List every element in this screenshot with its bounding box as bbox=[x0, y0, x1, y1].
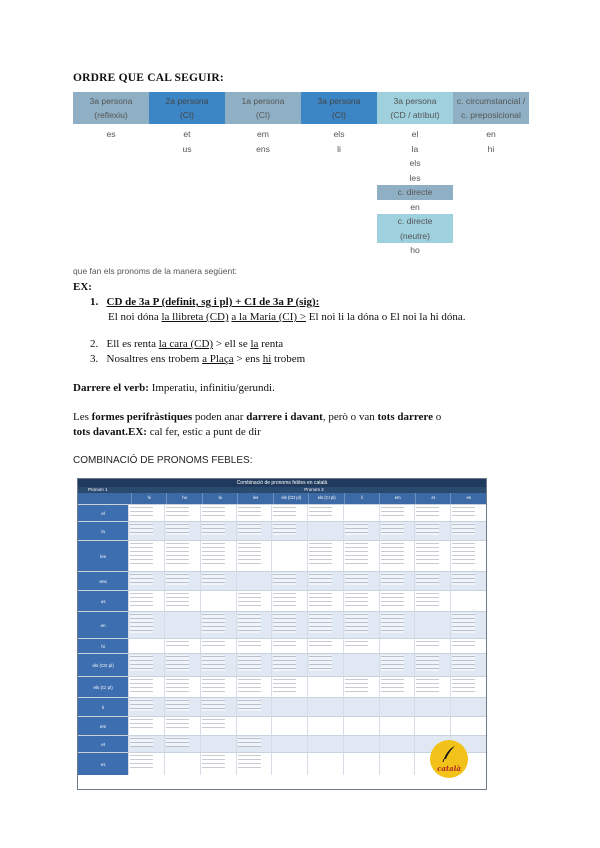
combo-table bbox=[77, 478, 487, 790]
combo-cell bbox=[271, 522, 307, 540]
combo-caption: Combinació de pronoms febles en català bbox=[78, 479, 486, 487]
combo-cell bbox=[343, 505, 379, 521]
combo-col-head: ho bbox=[166, 493, 202, 504]
combo-pronom2-label: Pronom 2 bbox=[304, 487, 324, 492]
combo-cell bbox=[450, 591, 486, 611]
order-head-2: 2a persona (CI) bbox=[149, 92, 225, 124]
example-1-heading: CD de 3a P (definit, sg i pl) + CI de 3a P (sig): bbox=[106, 296, 320, 308]
combo-cell bbox=[414, 698, 450, 716]
combo-cell bbox=[128, 736, 164, 752]
combo-cell bbox=[271, 717, 307, 735]
combo-row bbox=[78, 521, 486, 540]
order-cd-label: c. directe bbox=[377, 185, 453, 200]
combo-cell bbox=[200, 654, 236, 676]
combo-row-head: em bbox=[78, 717, 128, 735]
darrere-line: Darrere el verb: Imperatiu, infinitiu/gerundi. bbox=[73, 382, 275, 394]
combo-cell bbox=[200, 591, 236, 611]
combo-pronom1-label: Pronom 1 bbox=[88, 487, 108, 492]
combo-cell bbox=[379, 654, 415, 676]
combo-cell bbox=[343, 654, 379, 676]
combo-cell bbox=[164, 677, 200, 697]
combo-row-head: els (CI pl) bbox=[78, 677, 128, 697]
combo-cell bbox=[307, 677, 343, 697]
combo-cell bbox=[414, 612, 450, 638]
combo-row bbox=[78, 540, 486, 571]
order-title: ORDRE QUE CAL SEGUIR: bbox=[73, 72, 224, 84]
combo-row bbox=[78, 571, 486, 590]
combo-cell bbox=[236, 541, 272, 571]
combo-cell bbox=[236, 736, 272, 752]
combo-cell bbox=[450, 717, 486, 735]
combo-cell bbox=[164, 654, 200, 676]
example-3: 3. Nosaltres ens trobem a Plaça > ens hi trobem bbox=[90, 353, 306, 365]
combo-cell bbox=[164, 753, 200, 775]
combo-cell bbox=[200, 717, 236, 735]
combo-cell bbox=[271, 698, 307, 716]
combo-cell bbox=[379, 677, 415, 697]
combo-cell bbox=[379, 717, 415, 735]
combo-cell bbox=[271, 612, 307, 638]
combo-cell bbox=[307, 572, 343, 590]
combo-cell bbox=[164, 717, 200, 735]
combo-row-head: li bbox=[78, 698, 128, 716]
combo-cell bbox=[164, 698, 200, 716]
combo-cell bbox=[128, 591, 164, 611]
combo-col-head: et bbox=[415, 493, 451, 504]
combo-cell bbox=[379, 505, 415, 521]
combo-cell bbox=[236, 717, 272, 735]
combo-cell bbox=[128, 698, 164, 716]
combo-cell bbox=[450, 572, 486, 590]
combo-cell bbox=[379, 591, 415, 611]
combo-cell bbox=[343, 639, 379, 653]
combo-col-head: li bbox=[344, 493, 380, 504]
combo-row bbox=[78, 638, 486, 653]
combo-cell bbox=[379, 541, 415, 571]
combo-cell bbox=[414, 717, 450, 735]
order-col-2: et us bbox=[182, 129, 192, 154]
combo-cell bbox=[450, 541, 486, 571]
combo-cell bbox=[414, 591, 450, 611]
combo-cell bbox=[200, 677, 236, 697]
quill-icon bbox=[439, 744, 459, 764]
combo-cell bbox=[200, 541, 236, 571]
order-head-6: c. circumstancial / c. preposicional bbox=[453, 92, 529, 124]
combo-cell bbox=[200, 698, 236, 716]
combo-row bbox=[78, 611, 486, 638]
combo-cell bbox=[450, 677, 486, 697]
combo-row-head: et bbox=[78, 736, 128, 752]
combo-cell bbox=[307, 591, 343, 611]
order-col-4: els li bbox=[333, 129, 345, 154]
combo-cell bbox=[128, 505, 164, 521]
order-col-3: em ens bbox=[256, 129, 270, 154]
combo-cell bbox=[307, 541, 343, 571]
combo-row bbox=[78, 716, 486, 735]
combo-col-head: la bbox=[202, 493, 238, 504]
combo-body bbox=[78, 504, 486, 775]
combo-cell bbox=[164, 522, 200, 540]
combo-cell bbox=[236, 505, 272, 521]
combo-cell bbox=[343, 612, 379, 638]
combo-cell bbox=[271, 736, 307, 752]
combo-row-head: hi bbox=[78, 639, 128, 653]
combo-cell bbox=[271, 639, 307, 653]
combo-cell bbox=[307, 522, 343, 540]
combo-cell bbox=[271, 677, 307, 697]
combo-cell bbox=[450, 654, 486, 676]
combo-cell bbox=[164, 591, 200, 611]
combo-cell bbox=[271, 572, 307, 590]
combo-cell bbox=[307, 654, 343, 676]
combo-cell bbox=[307, 639, 343, 653]
combo-cell bbox=[450, 639, 486, 653]
combo-cell bbox=[236, 639, 272, 653]
combo-cell bbox=[307, 698, 343, 716]
combo-row-head: el bbox=[78, 505, 128, 521]
combo-col-head: em bbox=[379, 493, 415, 504]
combo-row-head: en bbox=[78, 612, 128, 638]
combo-cell bbox=[450, 505, 486, 521]
combo-cell bbox=[379, 753, 415, 775]
combo-cell bbox=[271, 505, 307, 521]
combo-cell bbox=[307, 505, 343, 521]
example-2: 2. Ell es renta la cara (CD) > ell se la renta bbox=[90, 338, 284, 350]
combo-cell bbox=[450, 522, 486, 540]
combo-cell bbox=[236, 677, 272, 697]
combo-cell bbox=[200, 612, 236, 638]
ex-label: EX: bbox=[73, 281, 92, 293]
logo-text: català bbox=[437, 764, 461, 773]
combo-cell bbox=[343, 591, 379, 611]
combo-cell bbox=[164, 572, 200, 590]
combo-col-head: els (CI pl) bbox=[308, 493, 344, 504]
combo-cell bbox=[164, 505, 200, 521]
combo-cell bbox=[379, 572, 415, 590]
combo-cell bbox=[414, 541, 450, 571]
combo-cell bbox=[307, 717, 343, 735]
combo-cell bbox=[271, 753, 307, 775]
combo-cell bbox=[307, 753, 343, 775]
combo-cell bbox=[164, 612, 200, 638]
combo-col-head: hi bbox=[131, 493, 167, 504]
combo-row-head: us bbox=[78, 591, 128, 611]
order-col-6: en hi bbox=[486, 129, 496, 154]
combo-cell bbox=[236, 591, 272, 611]
combo-cell bbox=[128, 639, 164, 653]
combo-cell bbox=[236, 522, 272, 540]
order-cd-neutre-label: c. directe bbox=[377, 214, 453, 229]
order-table bbox=[73, 92, 529, 255]
combo-cell bbox=[164, 639, 200, 653]
combo-cell bbox=[343, 677, 379, 697]
combo-cell bbox=[200, 639, 236, 653]
order-head-3: 1a persona (CI) bbox=[225, 92, 301, 124]
combo-cell bbox=[343, 522, 379, 540]
combo-cell bbox=[379, 698, 415, 716]
combo-cell bbox=[414, 639, 450, 653]
combo-cell bbox=[414, 522, 450, 540]
combo-row-head: les bbox=[78, 541, 128, 571]
combo-cell bbox=[200, 736, 236, 752]
order-note: que fan els pronoms de la manera següent: bbox=[73, 266, 237, 276]
combo-cell bbox=[379, 736, 415, 752]
combo-row bbox=[78, 676, 486, 697]
combo-cell bbox=[307, 736, 343, 752]
combo-cell bbox=[128, 717, 164, 735]
combo-cell bbox=[271, 541, 307, 571]
combo-cell bbox=[379, 612, 415, 638]
example-1: 1. CD de 3a P (definit, sg i pl) + CI de 3a P (sig): El noi dóna la llibreta (CD) a la Maria (CI) > El noi li la dóna o El noi la hi dóna. bbox=[90, 296, 466, 323]
combo-cell bbox=[343, 698, 379, 716]
order-head-1: 3a persona (reflexiu) bbox=[73, 92, 149, 124]
combo-cell bbox=[271, 591, 307, 611]
combo-cell bbox=[307, 612, 343, 638]
combo-col-headers bbox=[78, 493, 486, 504]
perifrastiques-paragraph: Les formes perifràstiques poden anar darrere i davant, però o van tots darrere o tots davant.EX: cal fer, estic a punt de dir bbox=[73, 411, 442, 438]
combo-row-head: els (CD pl) bbox=[78, 654, 128, 676]
combo-cell bbox=[128, 612, 164, 638]
combo-cell bbox=[450, 612, 486, 638]
combo-row-head: ens bbox=[78, 572, 128, 590]
combo-col-head: les bbox=[237, 493, 273, 504]
combo-cell bbox=[414, 677, 450, 697]
combo-cell bbox=[128, 654, 164, 676]
combo-row-head: es bbox=[78, 753, 128, 775]
combo-cell bbox=[200, 522, 236, 540]
combo-cell bbox=[236, 612, 272, 638]
combo-row bbox=[78, 504, 486, 521]
combo-row bbox=[78, 697, 486, 716]
order-col-1: es bbox=[106, 129, 116, 139]
combo-cell bbox=[414, 654, 450, 676]
combo-cell bbox=[379, 522, 415, 540]
combo-cell bbox=[414, 505, 450, 521]
combo-cell bbox=[200, 505, 236, 521]
combo-cell bbox=[379, 639, 415, 653]
combo-cell bbox=[450, 698, 486, 716]
combo-cell bbox=[164, 736, 200, 752]
combo-row bbox=[78, 735, 486, 752]
combo-cell bbox=[236, 572, 272, 590]
combo-cell bbox=[343, 572, 379, 590]
combo-row bbox=[78, 590, 486, 611]
combo-col-head: els (CD pl) bbox=[273, 493, 309, 504]
combo-row bbox=[78, 653, 486, 676]
combo-cell bbox=[164, 541, 200, 571]
order-head-5: 3a persona (CD / atribut) bbox=[377, 92, 453, 124]
combo-cell bbox=[236, 654, 272, 676]
combo-cell bbox=[343, 541, 379, 571]
combo-cell bbox=[128, 677, 164, 697]
combo-cell bbox=[343, 736, 379, 752]
combo-row-head: la bbox=[78, 522, 128, 540]
combo-cell bbox=[236, 753, 272, 775]
order-col-5: el la els les c. directe en c. directe (neutre) ho bbox=[377, 127, 453, 258]
combo-cell bbox=[200, 572, 236, 590]
catala-logo bbox=[430, 740, 468, 778]
combo-cell bbox=[343, 753, 379, 775]
order-head-4: 3a persona (CI) bbox=[301, 92, 377, 124]
combo-cell bbox=[128, 753, 164, 775]
combo-cell bbox=[236, 698, 272, 716]
combo-cell bbox=[200, 753, 236, 775]
combo-cell bbox=[128, 541, 164, 571]
combo-cell bbox=[414, 572, 450, 590]
combo-row bbox=[78, 752, 486, 775]
combo-cell bbox=[343, 717, 379, 735]
combo-cell bbox=[271, 654, 307, 676]
combo-cell bbox=[128, 572, 164, 590]
combo-cell bbox=[128, 522, 164, 540]
combo-col-head: es bbox=[450, 493, 486, 504]
combo-title: COMBINACIÓ DE PRONOMS FEBLES: bbox=[73, 455, 253, 466]
